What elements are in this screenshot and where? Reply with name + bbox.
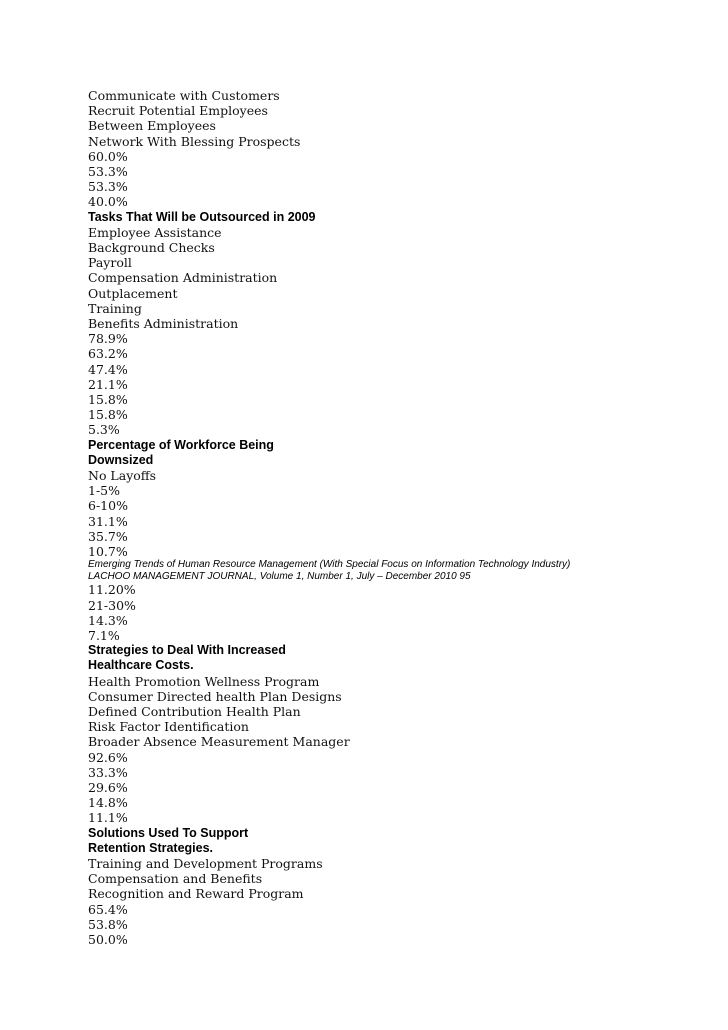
text-line: 21-30% (88, 597, 136, 613)
text-line: Risk Factor Identification (88, 719, 249, 735)
text-line: 6-10% (88, 498, 128, 514)
text-line: 53.3% (88, 164, 128, 180)
text-line: Training (88, 300, 142, 316)
text-line: No Layoffs (88, 468, 157, 484)
text-line: 10.7% (88, 544, 128, 560)
text-line: 50.0% (88, 931, 128, 947)
text-line: 60.0% (88, 148, 128, 164)
text-line: 63.2% (88, 346, 128, 362)
text-line: 7.1% (88, 627, 120, 643)
section-heading: Percentage of Workforce Being (88, 437, 274, 452)
section-heading: Downsized (88, 452, 154, 467)
text-line: 14.8% (88, 795, 128, 811)
text-line: Communicate with Customers (88, 88, 280, 103)
text-line: Compensation and Benefits (88, 871, 263, 887)
text-line: 29.6% (88, 779, 128, 795)
text-line: 65.4% (88, 901, 128, 917)
text-line: 40.0% (88, 194, 128, 210)
text-line: 78.9% (88, 331, 128, 347)
text-line: 53.3% (88, 179, 128, 195)
section-heading: Healthcare Costs. (88, 658, 194, 673)
text-line: Recruit Potential Employees (88, 103, 268, 119)
text-line: 14.3% (88, 612, 128, 628)
text-line: Broader Absence Measurement Manager (88, 734, 350, 750)
text-line: Training and Development Programs (88, 855, 323, 871)
text-line: 53.8% (88, 916, 128, 932)
running-footer-line: Emerging Trends of Human Resource Management (With Special Focus on Information Technology Industry) (88, 559, 571, 571)
text-line: Defined Contribution Health Plan (88, 703, 301, 719)
text-line: Payroll (88, 255, 132, 271)
text-line: 92.6% (88, 749, 128, 765)
section-heading: Retention Strategies. (88, 840, 214, 855)
text-line: 1-5% (88, 483, 121, 499)
text-line: Between Employees (88, 118, 216, 134)
text-line: Benefits Administration (88, 316, 239, 332)
text-line: 11.1% (88, 810, 128, 826)
text-line: Employee Assistance (88, 224, 222, 240)
text-line: 47.4% (88, 361, 128, 377)
text-line: Outplacement (88, 285, 178, 301)
running-footer-line: LACHOO MANAGEMENT JOURNAL, Volume 1, Number 1, July – December 2010 95 (88, 570, 471, 582)
text-line: 15.8% (88, 392, 128, 408)
text-line: 15.8% (88, 407, 128, 423)
section-heading: Tasks That Will be Outsourced in 2009 (88, 209, 316, 224)
text-line: 31.1% (88, 513, 128, 529)
text-line: 33.3% (88, 764, 128, 780)
section-heading: Solutions Used To Support (88, 825, 249, 840)
text-line: 11.20% (88, 582, 136, 598)
text-line: 21.1% (88, 376, 128, 392)
document-page (88, 88, 688, 947)
text-line: 35.7% (88, 528, 128, 544)
text-line: 5.3% (88, 422, 120, 438)
text-line: Compensation Administration (88, 270, 278, 286)
text-line: Network With Blessing Prospects (88, 133, 301, 149)
section-heading: Strategies to Deal With Increased (88, 643, 286, 658)
text-line: Recognition and Reward Program (88, 886, 304, 902)
text-line: Background Checks (88, 240, 215, 256)
text-line: Health Promotion Wellness Program (88, 673, 320, 689)
text-line: Consumer Directed health Plan Designs (88, 688, 342, 704)
